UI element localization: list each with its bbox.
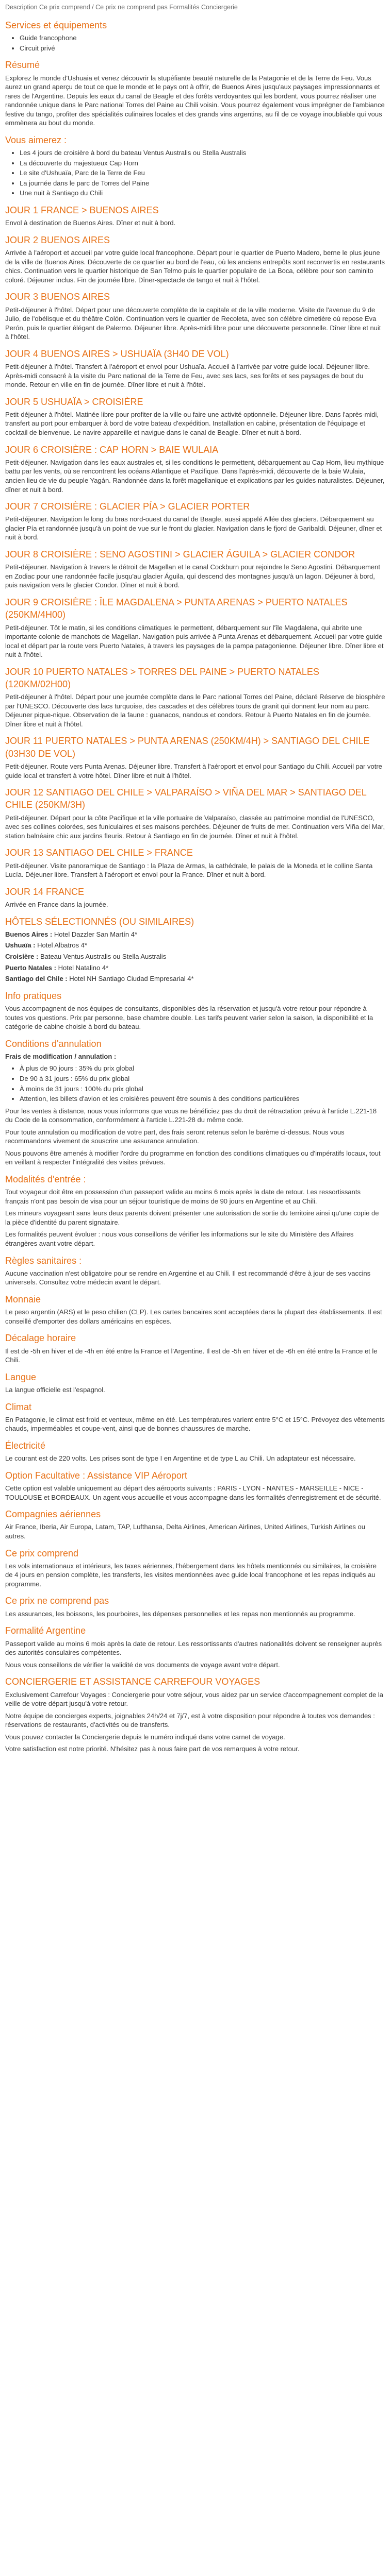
airlines-text: Air France, Iberia, Air Europa, Latam, TAP, Lufthansa, Delta Airlines, American Airlines, United Airlines, Turkish Airlines ou autres. <box>5 1523 366 1540</box>
visit-item: • Le site d'Ushuaïa, Parc de la Terre de Feu <box>20 168 386 178</box>
conditions-title: Conditions d'annulation <box>5 1038 102 1049</box>
day-14-text: Arrivée en France dans la journée. <box>5 901 108 909</box>
modalities-title: Modalités d'entrée : <box>5 1174 86 1184</box>
day-13-text: Petit-déjeuner. Visite panoramique de Santiago : la Plaza de Armas, la cathédrale, le palais de la Moneda et le colline Santa Lucía. Déjeuner libre. Transfert à l'aéroport et envol pour la France. Dîner et nuit à bord. <box>5 861 373 879</box>
assistance-text: Cette option est valable uniquement au départ des aéroports suivants : PARIS - LYON - NANTES - MARSEILLE - NICE - TOULOUSE et BORDEAUX. Un agent vous accueille et vous accompagne dans les formalités d'enregistrement et de sécurité. <box>5 1484 381 1501</box>
timediff-title: Décalage horaire <box>5 1333 76 1344</box>
climate-title: Climat <box>5 1401 32 1412</box>
conditions-item: • De 90 à 31 jours : 65% du prix global <box>20 1074 386 1083</box>
day-12-text: Petit-déjeuner. Départ pour la côte Pacifique et la ville portuaire de Valparaíso, classée au patrimoine mondial de l'UNESCO, avec ses collines colorées, ses funiculaires et ses maisons perchées. Déjeuner de fruits de mer. Continuation vers Viña del Mar, station balnéaire chic aux jardins fleuris. Retour à Santiago en fin de journée. Dîner et nuit à l'hôtel. <box>5 814 385 840</box>
day-13-title: JOUR 13 SANTIAGO DEL CHILE > FRANCE <box>5 848 193 858</box>
conditions-text-2: Pour toute annulation ou modification de votre part, des frais seront retenus selon le barème ci-dessus. Nous vous recommandons vivement de souscrire une assurance annulation. <box>5 1128 345 1145</box>
visit-list <box>5 148 386 198</box>
day-3-title: JOUR 3 BUENOS AIRES <box>5 292 110 302</box>
hotel-row: Puerto Natales : Hotel Natalino 4* <box>5 963 109 972</box>
services-item: • Circuit privé <box>20 44 386 53</box>
hotel-row: Santiago del Chile : Hotel NH Santiago Ciudad Empresarial 4* <box>5 975 194 983</box>
concierge-text-1: Exclusivement Carrefour Voyages : Conciergerie pour votre séjour, vous aidez par un service d'accompagnement complet de la veille de votre départ jusqu'à votre retour. <box>5 1690 384 1708</box>
formalities-title: Formalité Argentine <box>5 1625 86 1636</box>
assistance-title: Option Facultative : Assistance VIP Aéroport <box>5 1470 187 1481</box>
excludes-title: Ce prix ne comprend pas <box>5 1596 109 1606</box>
services-list <box>5 33 386 53</box>
concierge-text-2: Notre équipe de concierges experts, joignables 24h/24 et 7j/7, est à votre disposition pour répondre à toutes vos demandes : réservations de restaurants, d'activités ou de transferts. <box>5 1711 375 1729</box>
day-2-text: Arrivée à l'aéroport et accueil par votre guide local francophone. Départ pour le quartier de Puerto Madero, berne le plus jeune de la ville de Buenos Aires. Découverte de ce quartier au bord de l'eau, où les anciens entrepôts sont reconvertis en restaurants chics. Continuation vers le quartier historique de San Telmo puis le quartier populaire de La Boca, célèbre pour son caminito coloré. Déjeuner inclus. Fin de journée libre. Dîner-spectacle de tango et nuit à l'hôtel. <box>5 249 385 284</box>
day-4-text: Petit-déjeuner à l'hôtel. Transfert à l'aéroport et envol pour Ushuaïa. Accueil à l'arrivée par votre guide local. Déjeuner libre. Après-midi consacré à la visite du Parc national de la Terre de Feu, avec ses lacs, ses forêts et ses paysages de bout du monde. Retour en ville en fin de journée. Dîner libre et nuit à l'hôtel. <box>5 362 370 389</box>
electricity-title: Électricité <box>5 1440 46 1451</box>
hotel-row: Croisière : Bateau Ventus Australis ou Stella Australis <box>5 953 167 961</box>
conditions-text-1: Pour les ventes à distance, nous vous informons que vous ne bénéficiez pas du droit de rétractation prévu à l'article L.221-18 du Code de la consommation, conformément à l'article L.221-28 du même code. <box>5 1107 377 1124</box>
visit-title: Vous aimerez : <box>5 134 67 145</box>
concierge-title: CONCIERGERIE ET ASSISTANCE CARREFOUR VOYAGES <box>5 1676 260 1687</box>
day-11-title: JOUR 11 PUERTO NATALES > PUNTA ARENAS (250KM/4H) > SANTIAGO DEL CHILE (03H30 DE VOL) <box>5 736 370 759</box>
excludes-text: Les assurances, les boissons, les pourboires, les dépenses personnelles et les repas non mentionnés au programme. <box>5 1609 355 1618</box>
day-6-title: JOUR 6 CROISIÈRE : CAP HORN > BAIE WULAIA <box>5 444 219 455</box>
day-3-text: Petit-déjeuner à l'hôtel. Départ pour une découverte complète de la capitale et de la ville moderne. Visite de l'avenue du 9 de Julio, de l'obélisque et du théâtre Colón. Continuation vers le quartier de Recoleta, avec son célèbre cimetière où repose Eva Perón, puis le quartier élégant de Palermo. Déjeuner libre. Après-midi libre pour une découverte personnelle. Dîner libre et nuit à l'hôtel. <box>5 306 381 341</box>
hotels-list <box>5 930 386 984</box>
day-1-text: Envol à destination de Buenos Aires. Dîner et nuit à bord. <box>5 219 176 227</box>
modalities-text-2: Les mineurs voyageant sans leurs deux parents doivent présenter une autorisation de sortie du territoire ainsi qu'une copie de la pièce d'identité du parent signataire. <box>5 1209 379 1226</box>
includes-text: Les vols internationaux et intérieurs, les taxes aériennes, l'hébergement dans les hôtels mentionnés ou similaires, la croisière de 4 jours en pension complète, les transferts, les visites mentionnées avec guide local francophone et les repas indiqués au programme. <box>5 1562 377 1588</box>
visit-item: • Une nuit à Santiago du Chili <box>20 189 386 198</box>
visit-item: • La journée dans le parc de Torres del Paine <box>20 179 386 188</box>
money-text: Le peso argentin (ARS) et le peso chilien (CLP). Les cartes bancaires sont acceptées dans la plupart des établissements. Il est conseillé d'emporter des dollars américains en espèces. <box>5 1308 382 1325</box>
resume-title: Résumé <box>5 60 40 71</box>
modalities-text-1: Tout voyageur doit être en possession d'un passeport valide au moins 6 mois après la date de retour. Les ressortissants français n'ont pas besoin de visa pour un séjour touristique de moins de 90 jours en Argentine et au Chili. <box>5 1188 361 1205</box>
day-9-title: JOUR 9 CROISIÈRE : ÎLE MAGDALENA > PUNTA ARENAS > PUERTO NATALES (250KM/4H00) <box>5 597 348 620</box>
hotel-row: Buenos Aires : Hotel Dazzler San Martín 4* <box>5 930 138 938</box>
conditions-item: • À moins de 31 jours : 100% du prix global <box>20 1084 386 1094</box>
rules-text: Aucune vaccination n'est obligatoire pour se rendre en Argentine et au Chili. Il est recommandé d'être à jour de ses vaccins universels. Consultez votre médecin avant le départ. <box>5 1269 371 1286</box>
electricity-text: Le courant est de 220 volts. Les prises sont de type I en Argentine et de type L au Chili. Un adaptateur est nécessaire. <box>5 1454 356 1463</box>
includes-title: Ce prix comprend <box>5 1548 79 1558</box>
language-text: La langue officielle est l'espagnol. <box>5 1385 105 1394</box>
day-8-text: Petit-déjeuner. Navigation à travers le détroit de Magellan et le canal Cockburn pour rejoindre le Seno Agostini. Débarquement en Zodiac pour une randonnée facile jusqu'au glacier Águila, qui descend des montagnes jusqu'à un lagon. Déjeuner à bord, puis navigation vers le glacier Condor. Dîner et nuit à bord. <box>5 563 380 589</box>
conditions-item: • À plus de 90 jours : 35% du prix global <box>20 1064 386 1073</box>
conditions-subtitle: Frais de modification / annulation : <box>5 1052 117 1060</box>
visit-item: • Les 4 jours de croisière à bord du bateau Ventus Australis ou Stella Australis <box>20 148 386 158</box>
formalities-text-1: Passeport valide au moins 6 mois après la date de retour. Les ressortissants d'autres nationalités doivent se renseigner auprès des autorités consulaires compétentes. <box>5 1639 382 1657</box>
day-6-text: Petit-déjeuner. Navigation dans les eaux australes et, si les conditions le permettent, débarquement au Cap Horn, lieu mythique battu par les vents, où se rencontrent les océans Atlantique et Pacifique. Dans l'après-midi, découverte de la baie Wulaia, ancien lieu de vie du peuple Yagán. Randonnée dans la forêt magellanique et explications par les guides naturalistes. Déjeuner, dîner et nuit à bord. <box>5 458 385 494</box>
money-title: Monnaie <box>5 1294 41 1304</box>
formalities-text-2: Nous vous conseillons de vérifier la validité de vos documents de voyage avant votre départ. <box>5 1660 280 1669</box>
concierge-text-3: Vous pouvez contacter la Conciergerie depuis le numéro indiqué dans votre carnet de voyage. <box>5 1733 285 1741</box>
timediff-text: Il est de -5h en hiver et de -4h en été entre la France et l'Argentine. Il est de -5h en hiver et de -6h en été entre la France et le Chili. <box>5 1347 378 1364</box>
day-14-title: JOUR 14 FRANCE <box>5 886 85 897</box>
day-9-text: Petit-déjeuner. Tôt le matin, si les conditions climatiques le permettent, débarquement sur l'île Magdalena, qui abrite une importante colonie de manchots de Magellan. Navigation puis arrivée à Punta Arenas et débarquement. Accueil par votre guide local et départ par la route vers Puerto Natales, à travers les paysages de la pampa patagonienne. Déjeuner libre. Dîner libre et nuit à l'hôtel. <box>5 623 384 659</box>
day-7-text: Petit-déjeuner. Navigation le long du bras nord-ouest du canal de Beagle, aussi appelé Allée des glaciers. Débarquement au glacier Pía et randonnée jusqu'à un point de vue sur le front du glacier. Navigation dans le fjord de Garibaldi. Déjeuner, dîner et nuit à bord. <box>5 515 382 541</box>
conditions-text-3: Nous pouvons être amenés à modifier l'ordre du programme en fonction des conditions climatiques ou d'impératifs locaux, tout en veillant à respecter l'intégralité des visites prévues. <box>5 1149 381 1166</box>
day-12-title: JOUR 12 SANTIAGO DEL CHILE > VALPARAÍSO > VIÑA DEL MAR > SANTIAGO DEL CHILE (250KM/3H) <box>5 787 367 810</box>
rules-title: Règles sanitaires : <box>5 1255 82 1266</box>
prices-title: Info pratiques <box>5 990 62 1001</box>
day-4-title: JOUR 4 BUENOS AIRES > USHUAÏA (3H40 DE VOL) <box>5 348 229 359</box>
visit-item: • La découverte du majestueux Cap Horn <box>20 159 386 168</box>
conditions-item: • Attention, les billets d'avion et les croisières peuvent être soumis à des conditions particulières <box>20 1094 386 1104</box>
modalities-text-3: Les formalités peuvent évoluer : nous vous conseillons de vérifier les informations sur le site du Ministère des Affaires étrangères avant votre départ. <box>5 1230 354 1247</box>
day-8-title: JOUR 8 CROISIÈRE : SENO AGOSTINI > GLACIER ÁGUILA > GLACIER CONDOR <box>5 549 355 560</box>
day-11-text: Petit-déjeuner. Route vers Punta Arenas. Déjeuner libre. Transfert à l'aéroport et envol pour Santiago du Chili. Accueil par votre guide local et transfert à votre hôtel. Dîner libre et nuit à l'hôtel. <box>5 762 382 779</box>
prices-text: Vous accompagnent de nos équipes de consultants, disponibles dès la réservation et jusqu'à votre retour pour répondre à toutes vos questions. Prix par personne, base chambre double. Les tarifs peuvent varier selon la saison, la disponibilité et la catégorie de cabine choisie à bord du bateau. <box>5 1004 373 1031</box>
day-7-title: JOUR 7 CROISIÈRE : GLACIER PÍA > GLACIER PORTER <box>5 501 250 512</box>
day-5-text: Petit-déjeuner à l'hôtel. Matinée libre pour profiter de la ville ou faire une activité optionnelle. Déjeuner libre. Dans l'après-midi, transfert au port pour embarquer à bord de votre bateau d'expédition. Installation en cabine, présentation de l'équipage et cocktail de bienvenue. Le navire appareille et navigue dans le canal de Beagle. Dîner et nuit à bord. <box>5 410 379 437</box>
day-5-title: JOUR 5 USHUAÏA > CROISIÈRE <box>5 396 143 407</box>
day-10-text: Petit-déjeuner à l'hôtel. Départ pour une journée complète dans le Parc national Torres del Paine, déclaré Réserve de biosphère par l'UNESCO. Découverte des lacs turquoise, des cascades et des célèbres tours de granit qui donnent leur nom au parc. Déjeuner pique-nique. Observation de la faune : guanacos, nandous et condors. Retour à Puerto Natales en fin de journée. Dîner libre et nuit à l'hôtel. <box>5 693 385 728</box>
resume-text: Explorez le monde d'Ushuaia et venez découvrir la stupéfiante beauté naturelle de la Patagonie et de la Terre de Feu. Vous aurez un grand aperçu de tout ce que le monde et le pays ont à offrir, de Buenos Aires jusqu'aux paysages impressionnants et rares de l'Argentine. Depuis les eaux du canal de Beagle et des forêts verdoyantes qui les bordent, vous pourrez réaliser une randonnée unique dans le Parc national Torres del Paine au Chili voisin. Vous pourrez également vous imprégner de l'ambiance festive du tango, profiter des spécialités culinaires locales et des grands vins argentins, au fil de ce voyage inoubliable qui vous emmènera au bout du monde. <box>5 74 385 127</box>
services-title: Services et équipements <box>5 20 107 30</box>
concierge-text-4: Votre satisfaction est notre priorité. N'hésitez pas à nous faire part de vos remarques à votre retour. <box>5 1745 300 1753</box>
conditions-list <box>5 1064 386 1103</box>
day-1-title: JOUR 1 FRANCE > BUENOS AIRES <box>5 205 159 215</box>
climate-text: En Patagonie, le climat est froid et venteux, même en été. Les températures varient entre 5°C et 15°C. Prévoyez des vêtements chauds, imperméables et coupe-vent, ainsi que de bonnes chaussures de marche. <box>5 1415 385 1433</box>
airlines-title: Compagnies aériennes <box>5 1509 101 1520</box>
hotels-title: HÔTELS SÉLECTIONNÉS (OU SIMILAIRES) <box>5 916 194 927</box>
breadcrumb[interactable]: Description Ce prix comprend / Ce prix ne comprend pas Formalités Conciergerie <box>5 4 238 11</box>
hotel-row: Ushuaïa : Hotel Albatros 4* <box>5 941 87 950</box>
language-title: Langue <box>5 1371 37 1382</box>
day-2-title: JOUR 2 BUENOS AIRES <box>5 234 110 245</box>
day-10-title: JOUR 10 PUERTO NATALES > TORRES DEL PAINE > PUERTO NATALES (120KM/02H00) <box>5 666 319 689</box>
services-item: • Guide francophone <box>20 33 386 43</box>
